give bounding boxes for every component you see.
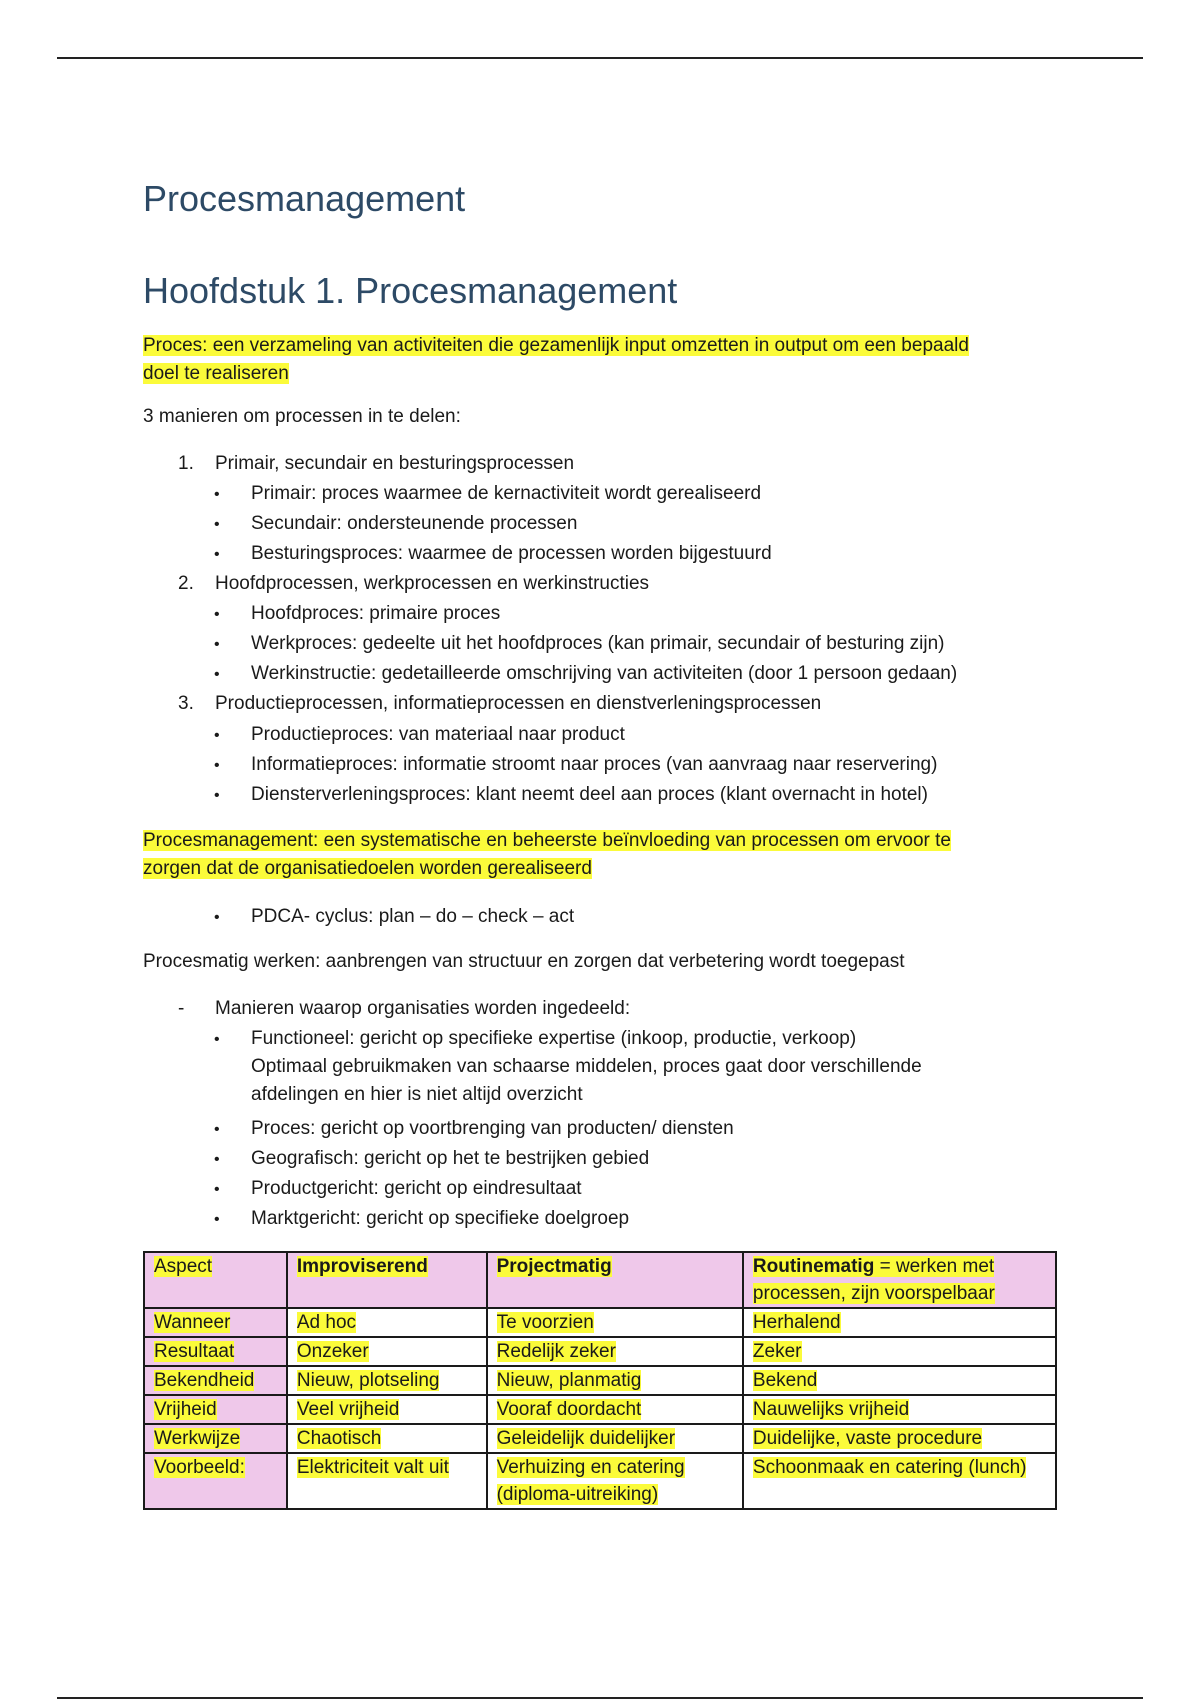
bullet-text: Hoofdproces: primaire proces	[251, 603, 501, 624]
bullet-icon: •	[214, 486, 220, 503]
bullet-text: Besturingsproces: waarmee de processen worden bijgestuurd	[251, 543, 772, 564]
table-cell: Herhalend	[743, 1308, 1056, 1337]
table-cell: Onzeker	[287, 1337, 487, 1366]
table-cell: Nieuw, planmatig	[487, 1366, 743, 1395]
header-text: Projectmatig	[496, 1256, 612, 1277]
bullet-item	[214, 721, 625, 750]
table-cell: Wanneer	[144, 1308, 287, 1337]
header-text: Routinematig	[752, 1256, 875, 1277]
bullet-icon: •	[214, 636, 220, 653]
bullet-icon: •	[214, 757, 220, 774]
top-rule	[57, 57, 1143, 59]
header-text: Aspect	[154, 1256, 213, 1277]
table-cell: Ad hoc	[287, 1308, 487, 1337]
intro-delen: 3 manieren om processen in te delen:	[143, 406, 461, 427]
table-cell: Veel vrijheid	[287, 1395, 487, 1424]
bullet-item	[214, 781, 928, 810]
list-item-text: Hoofdprocessen, werkprocessen en werkinstructies	[215, 573, 650, 594]
bullet-icon: •	[214, 606, 220, 623]
bullet-item	[214, 480, 761, 509]
header-text: Improviserend	[296, 1256, 428, 1277]
header-text: processen, zijn voorspelbaar	[752, 1283, 995, 1304]
definition-proces-line1: Proces: een verzameling van activiteiten die gezamenlijk input omzetten in output om een bepaald	[143, 335, 969, 356]
table-cell: Werkwijze	[144, 1424, 287, 1453]
bullet-item	[214, 751, 937, 780]
header-projectmatig	[487, 1252, 743, 1308]
numbered-item-1	[178, 450, 574, 478]
bullet-icon: •	[214, 1031, 220, 1048]
bullet-text: Productgericht: gericht op eindresultaat	[251, 1178, 582, 1199]
table-cell: Bekendheid	[144, 1366, 287, 1395]
bottom-rule	[57, 1697, 1143, 1699]
bullet-icon: •	[214, 727, 220, 744]
definition-proces-line2: doel te realiseren	[143, 363, 289, 384]
bullet-text: Proces: gericht op voortbrenging van producten/ diensten	[251, 1118, 734, 1139]
definition-pm-line2: zorgen dat de organisatiedoelen worden gerealiseerd	[143, 858, 592, 879]
table-cell: Bekend	[743, 1366, 1056, 1395]
bullet-item-pdca	[214, 903, 574, 932]
definition-procesmanagement	[143, 827, 951, 883]
list-item-text: Productieprocessen, informatieprocessen en dienstverleningsprocessen	[215, 693, 822, 714]
bullet-icon: •	[214, 546, 220, 563]
bullet-item	[214, 1145, 649, 1174]
table-cell: Redelijk zeker	[487, 1337, 743, 1366]
table-row	[144, 1337, 1056, 1366]
table-cell: Resultaat	[144, 1337, 287, 1366]
bullet-item	[214, 630, 945, 659]
table-cell: Elektriciteit valt uit	[287, 1453, 487, 1509]
table-cell: Nieuw, plotseling	[287, 1366, 487, 1395]
list-number: 2.	[178, 573, 194, 594]
bullet-text: Productieproces: van materiaal naar product	[251, 724, 625, 745]
bullet-icon: •	[214, 1211, 220, 1228]
header-routinematig	[743, 1252, 1056, 1308]
table-cell: Nauwelijks vrijheid	[743, 1395, 1056, 1424]
bullet-item	[214, 1205, 629, 1234]
bullet-text: Optimaal gebruikmaken van schaarse middelen, proces gaat door verschillende	[251, 1056, 922, 1077]
table-row	[144, 1424, 1056, 1453]
bullet-text: Geografisch: gericht op het te bestrijken gebied	[251, 1148, 650, 1169]
dash-marker: -	[178, 998, 185, 1019]
bullet-item-functioneel	[214, 1025, 922, 1109]
bullet-item	[214, 660, 957, 689]
table-cell: Vrijheid	[144, 1395, 287, 1424]
header-text: = werken met	[874, 1256, 995, 1277]
list-item-text: Manieren waarop organisaties worden ingedeeld:	[215, 998, 631, 1019]
definition-pm-line1: Procesmanagement: een systematische en beheerste beïnvloeding van processen om ervoor te	[143, 830, 951, 851]
bullet-text: Diensterverleningsproces: klant neemt deel aan proces (klant overnacht in hotel)	[251, 784, 928, 805]
list-item-text: Primair, secundair en besturingsprocessen	[215, 453, 575, 474]
header-aspect	[144, 1252, 287, 1308]
bullet-item	[214, 1115, 734, 1144]
table-row	[144, 1395, 1056, 1424]
bullet-text: PDCA- cyclus: plan – do – check – act	[251, 906, 575, 927]
bullet-icon: •	[214, 1181, 220, 1198]
header-improviserend	[287, 1252, 487, 1308]
table-row	[144, 1308, 1056, 1337]
table-row	[144, 1366, 1056, 1395]
table-cell: Geleidelijk duidelijker	[487, 1424, 743, 1453]
table-cell: Chaotisch	[287, 1424, 487, 1453]
numbered-item-3	[178, 690, 821, 718]
dash-item	[178, 995, 630, 1023]
table-cell: Schoonmaak en catering (lunch)	[743, 1453, 1056, 1509]
definition-proces	[143, 332, 969, 388]
list-number: 1.	[178, 453, 194, 474]
bullet-icon: •	[214, 516, 220, 533]
bullet-text: Werkinstructie: gedetailleerde omschrijving van activiteiten (door 1 persoon gedaan)	[251, 663, 958, 684]
table-cell: Zeker	[743, 1337, 1056, 1366]
bullet-icon: •	[214, 909, 220, 926]
chapter-heading: Hoofdstuk 1. Procesmanagement	[143, 270, 678, 311]
table-cell: Voorbeeld:	[144, 1453, 287, 1509]
bullet-item	[214, 1175, 582, 1204]
bullet-icon: •	[214, 787, 220, 804]
bullet-icon: •	[214, 1121, 220, 1138]
table-cell: Te voorzien	[487, 1308, 743, 1337]
list-number: 3.	[178, 693, 194, 714]
bullet-item	[214, 510, 577, 539]
bullet-text: Marktgericht: gericht op specifieke doelgroep	[251, 1208, 630, 1229]
bullet-item	[214, 540, 772, 569]
bullet-item	[214, 600, 500, 629]
bullet-text: Functioneel: gericht op specifieke expertise (inkoop, productie, verkoop)	[251, 1028, 857, 1049]
aspects-table	[143, 1251, 1057, 1510]
bullet-text: Primair: proces waarmee de kernactiviteit wordt gerealiseerd	[251, 483, 762, 504]
table-header-row	[144, 1252, 1056, 1308]
table-cell: Duidelijke, vaste procedure	[743, 1424, 1056, 1453]
bullet-icon: •	[214, 1151, 220, 1168]
bullet-text: afdelingen en hier is niet altijd overzicht	[251, 1084, 583, 1105]
procesmatig-werken: Procesmatig werken: aanbrengen van structuur en zorgen dat verbetering wordt toegepast	[143, 951, 905, 972]
table-cell: Verhuizing en catering (diploma-uitreiking)	[487, 1453, 743, 1509]
bullet-icon: •	[214, 666, 220, 683]
bullet-text: Secundair: ondersteunende processen	[251, 513, 578, 534]
document-title: Procesmanagement	[143, 178, 466, 219]
bullet-text: Informatieproces: informatie stroomt naar proces (van aanvraag naar reservering)	[251, 754, 938, 775]
bullet-text: Werkproces: gedeelte uit het hoofdproces (kan primair, secundair of besturing zijn)	[251, 633, 945, 654]
numbered-item-2	[178, 570, 649, 598]
table-row	[144, 1453, 1056, 1509]
table-cell: Vooraf doordacht	[487, 1395, 743, 1424]
